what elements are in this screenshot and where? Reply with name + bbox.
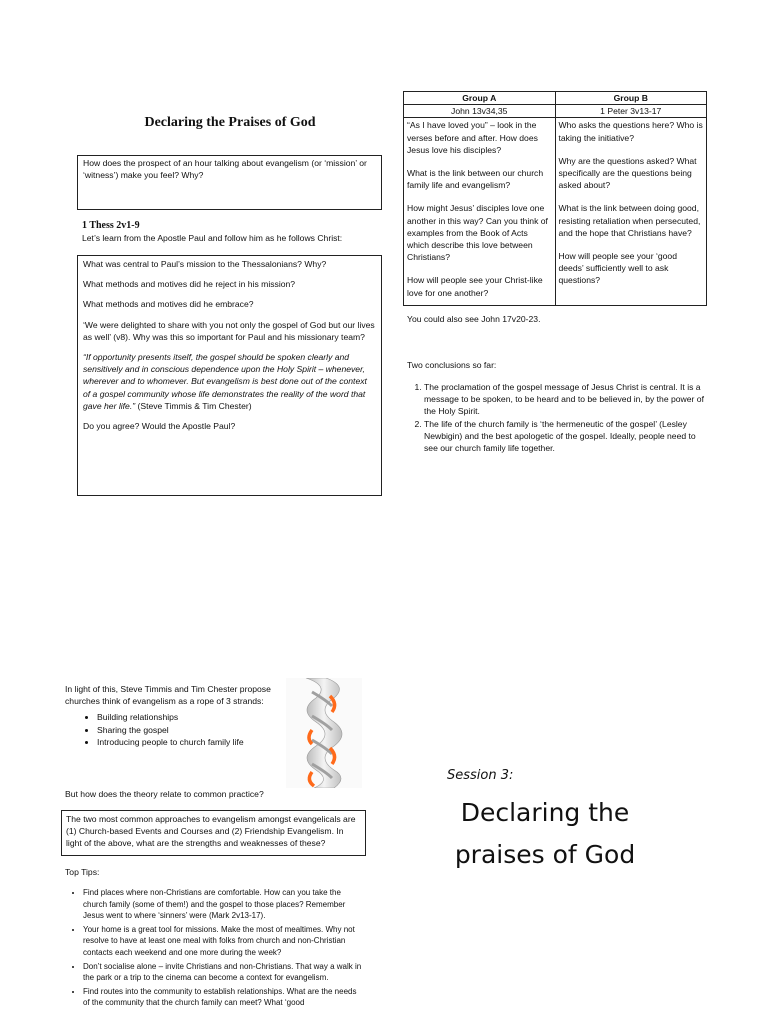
theory-question: But how does the theory relate to common practice? — [65, 789, 264, 799]
conclusion-2: 2. The life of the church family is ‘the hermeneutic of the gospel’ (Lesley Newbigin) and the best apologetic of the gospel. Ideally, people need to see our church family life together. — [424, 418, 707, 455]
intro-question: How does the prospect of an hour talking about evangelism (or ‘mission’ or ‘witness’) make you feel? Why? — [83, 158, 367, 181]
strand-1: • Building relationships — [97, 711, 277, 723]
cover-title-line-2: praises of God — [454, 840, 636, 869]
tip-3: • Don’t socialise alone – invite Christians and non-Christians. That way a walk in the park or a trip to the cinema can become a context for evangelism. — [83, 961, 365, 984]
group-a-q4: How will people see your Christ-like love for one another? — [407, 275, 543, 298]
group-a-header: Group A — [404, 92, 556, 105]
quote — [83, 351, 376, 412]
study-questions-box — [77, 255, 382, 496]
cover-title-line-1: Declaring the — [460, 798, 630, 827]
approaches-text: The two most common approaches to evangelism amongst evangelicals are (1) Church-based Events and Courses and (2) Friendship Evangelism. In light of the above, what are the strengths and weaknesses of these? — [66, 814, 356, 849]
tip-4: • Find routes into the community to establish relationships. What are the needs of the community that the church family can meet? What ‘good — [83, 986, 365, 1009]
question-2: What methods and motives did he reject in his mission? — [83, 279, 296, 290]
approaches-box — [61, 810, 366, 856]
intro-question-box — [77, 155, 382, 210]
group-a-q3: How might Jesus’ disciples love one another in this way? Can you think of examples from the Book of Acts which describe this love between Christians? — [407, 203, 548, 263]
group-a-q2: What is the link between our church family life and evangelism? — [407, 168, 544, 191]
group-a-ref: John 13v34,35 — [404, 105, 556, 118]
strands-list — [65, 711, 277, 748]
group-b-q3: What is the link between doing good, resisting retaliation when persecuted, and the hope that Christians have? — [558, 203, 701, 238]
tip-2: • Your home is a great tool for missions. Make the most of mealtimes. Why not resolve to have at least one meal with folks from church and non-Christian contacts each weekend and one more during the week? — [83, 924, 365, 959]
groups-table — [403, 91, 707, 306]
quote-attribution: (Steve Timmis & Tim Chester) — [137, 400, 252, 411]
conclusions-heading: Two conclusions so far: — [407, 360, 497, 370]
quote-text: “If opportunity presents itself, the gospel should be spoken clearly and sensitively and in conscious dependence upon the Holy Spirit – whenever, wherever and to whomever. But evangelism is best done out of the context of a gospel community whose life demonstrates the reality of the word that gave her life.” — [83, 352, 367, 411]
also-see-note: You could also see John 17v20-23. — [407, 314, 541, 324]
tip-1: • Find places where non-Christians are comfortable. How can you take the church family (some of them!) and the gospel to those places? Remember Jesus went to where ‘sinners’ were (Mark 2v13-17). — [83, 887, 365, 922]
tips-heading: Top Tips: — [65, 867, 100, 877]
group-a-questions — [404, 118, 556, 306]
conclusion-1: 1. The proclamation of the gospel message of Jesus Christ is central. It is a message to be spoken, to be heard and to be believed in, by the power of the Holy Spirit. — [424, 381, 707, 418]
conclusions-list — [407, 381, 707, 454]
rope-intro: In light of this, Steve Timmis and Tim Chester propose churches think of evangelism as a rope of 3 strands: — [65, 684, 271, 707]
question-4: ‘We were delighted to share with you not only the gospel of God but our lives as well’ (v8). Why was this so important for Paul and his missionary team? — [83, 319, 375, 342]
group-b-q2: Why are the questions asked? What specifically are the questions being asked about? — [558, 155, 697, 191]
passage-intro: Let’s learn from the Apostle Paul and follow him as he follows Christ: — [82, 233, 343, 243]
group-b-questions — [555, 118, 707, 306]
strand-2: • Sharing the gospel — [97, 724, 277, 736]
tips-list — [65, 887, 365, 1009]
group-a-q1: “As I have loved you” – look in the verses before and after. How does Jesus love his disciples? — [407, 120, 538, 155]
group-b-header: Group B — [555, 92, 707, 105]
rope-intro-block — [65, 683, 277, 752]
tips-block — [65, 887, 365, 1024]
group-b-q1: Who asks the questions here? Who is taking the initiative? — [558, 120, 703, 143]
question-1: What was central to Paul’s mission to the Thessalonians? Why? — [83, 259, 327, 269]
strand-3: • Introducing people to church family life — [97, 736, 277, 748]
conclusions-list-wrap — [407, 381, 707, 454]
passage-ref: 1 Thess 2v1-9 — [82, 220, 140, 231]
group-b-q4: How will people see your ‘good deeds’ sufficiently well to ask questions? — [558, 251, 677, 286]
page-heading: Declaring the Praises of God — [144, 115, 316, 130]
rope-image — [286, 678, 362, 788]
session-label: Session 3: — [447, 768, 514, 783]
group-b-ref: 1 Peter 3v13-17 — [555, 105, 707, 118]
final-question: Do you agree? Would the Apostle Paul? — [83, 421, 236, 432]
question-3: What methods and motives did he embrace? — [83, 299, 254, 310]
